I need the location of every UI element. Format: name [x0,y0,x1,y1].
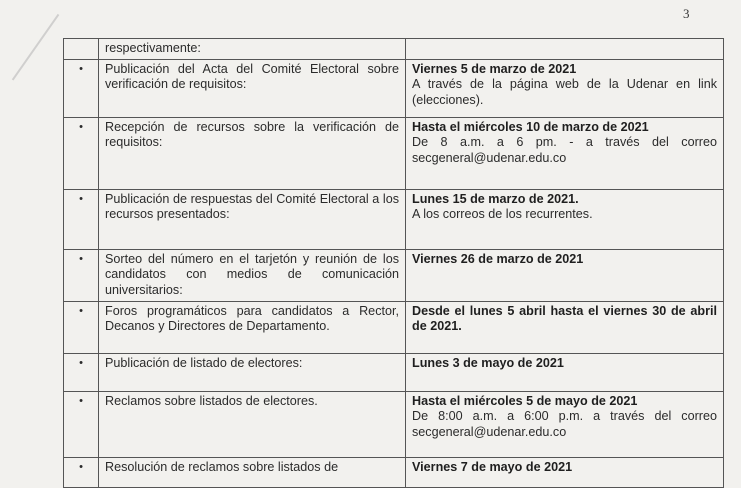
bullet: • [64,391,99,457]
activity-cell: Sorteo del número en el tarjetón y reunión de los candidatos con medios de comunicación universitarios: [99,249,406,301]
date-cell [406,457,724,487]
table-row [64,391,724,457]
activity-cell: Recepción de recursos sobre la verificación de requisitos: [99,117,406,189]
bullet [64,39,99,60]
date-note: De 8 a.m. a 6 pm. - a través del correo secgeneral@udenar.edu.co [412,135,717,165]
activity-cell: Foros programáticos para candidatos a Rector, Decanos y Directores de Departamento. [99,301,406,353]
table-row [64,39,724,60]
date-title: Hasta el miércoles 5 de mayo de 2021 [412,393,638,408]
date-cell [406,301,724,353]
scan-edge-mark [0,0,59,81]
date-title: Viernes 26 de marzo de 2021 [412,251,584,266]
date-cell [406,189,724,249]
table-row [64,59,724,117]
date-note: A través de la página web de la Udenar en link (elecciones). [412,77,717,107]
table-row [64,457,724,487]
electoral-schedule-table [63,38,724,488]
activity-cell: Resolución de reclamos sobre listados de [99,457,406,487]
date-title: Lunes 15 de marzo de 2021. [412,191,579,206]
bullet: • [64,59,99,117]
date-cell [406,59,724,117]
date-cell [406,117,724,189]
activity-cell: Reclamos sobre listados de electores. [99,391,406,457]
table-row [64,301,724,353]
date-title: Viernes 5 de marzo de 2021 [412,61,577,76]
bullet: • [64,189,99,249]
table-row [64,117,724,189]
date-note: A los correos de los recurrentes. [412,207,593,221]
date-title: Lunes 3 de mayo de 2021 [412,355,564,370]
page-number: 3 [683,6,690,21]
activity-cell: Publicación de respuestas del Comité Electoral a los recursos presentados: [99,189,406,249]
table-row [64,353,724,391]
date-title: Viernes 7 de mayo de 2021 [412,459,573,474]
date-cell [406,353,724,391]
bullet: • [64,457,99,487]
date-title: Hasta el miércoles 10 de marzo de 2021 [412,119,649,134]
date-note: De 8:00 a.m. a 6:00 p.m. a través del correo secgeneral@udenar.edu.co [412,409,717,439]
table-row [64,249,724,301]
activity-cell: Publicación del Acta del Comité Electoral sobre verificación de requisitos: [99,59,406,117]
table-body [64,39,724,488]
bullet: • [64,117,99,189]
bullet: • [64,249,99,301]
table-row [64,189,724,249]
bullet: • [64,301,99,353]
activity-cell: Publicación de listado de electores: [99,353,406,391]
date-title: Desde el lunes 5 abril hasta el viernes 30 de abril de 2021. [412,303,717,333]
date-cell [406,391,724,457]
date-cell [406,39,724,60]
bullet: • [64,353,99,391]
activity-cell: respectivamente: [99,39,406,60]
date-cell [406,249,724,301]
